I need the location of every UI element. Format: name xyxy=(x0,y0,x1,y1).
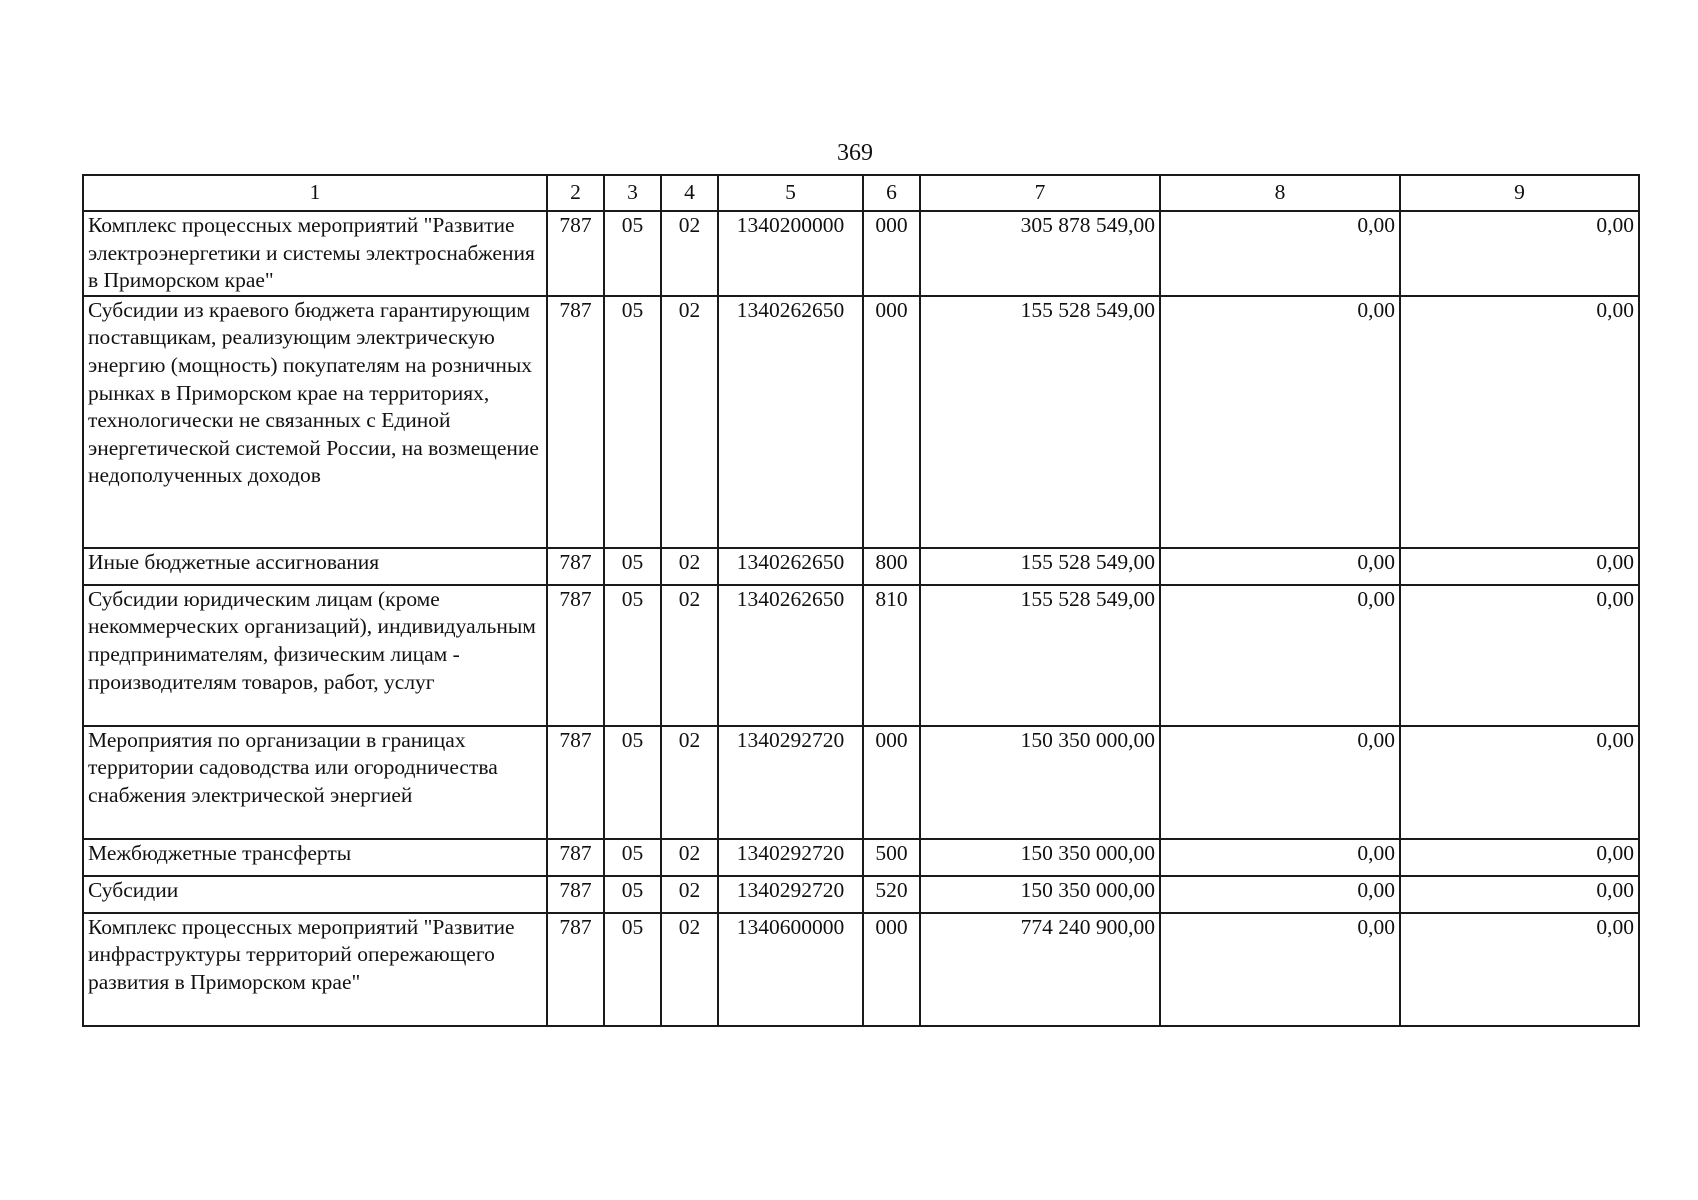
expense-type-code: 520 xyxy=(863,876,920,913)
amount-col7: 305 878 549,00 xyxy=(920,211,1160,296)
amount-col8: 0,00 xyxy=(1160,296,1400,548)
amount-col8: 0,00 xyxy=(1160,913,1400,1026)
column-header: 2 xyxy=(547,175,604,211)
expense-type-code: 800 xyxy=(863,548,920,585)
subsection-code: 02 xyxy=(661,296,718,548)
amount-col9: 0,00 xyxy=(1400,296,1639,548)
amount-col9: 0,00 xyxy=(1400,548,1639,585)
expense-type-code: 000 xyxy=(863,211,920,296)
amount-col7: 774 240 900,00 xyxy=(920,913,1160,1026)
table-row xyxy=(83,548,1639,585)
target-article-code: 1340262650 xyxy=(718,296,863,548)
row-name: Иные бюджетные ассигнования xyxy=(83,548,547,585)
subsection-code: 02 xyxy=(661,876,718,913)
amount-col9: 0,00 xyxy=(1400,585,1639,726)
section-code: 05 xyxy=(604,296,661,548)
table-row xyxy=(83,211,1639,296)
ministry-code: 787 xyxy=(547,548,604,585)
budget-table xyxy=(82,174,1640,1027)
column-header: 9 xyxy=(1400,175,1639,211)
row-name: Субсидии xyxy=(83,876,547,913)
row-name: Мероприятия по организации в границах территории садоводства или огородничества снабжения электрической энергией xyxy=(83,726,547,839)
amount-col8: 0,00 xyxy=(1160,726,1400,839)
amount-col7: 150 350 000,00 xyxy=(920,839,1160,876)
column-header: 4 xyxy=(661,175,718,211)
column-number-row xyxy=(83,175,1639,211)
target-article-code: 1340262650 xyxy=(718,585,863,726)
section-code: 05 xyxy=(604,585,661,726)
row-name: Субсидии из краевого бюджета гарантирующим поставщикам, реализующим электрическую энергию (мощность) покупателям на розничных рынках в Приморском крае на территориях, технологически не связанных с Единой энергетической системой России, на возмещение недополученных доходов xyxy=(83,296,547,548)
target-article-code: 1340200000 xyxy=(718,211,863,296)
subsection-code: 02 xyxy=(661,548,718,585)
target-article-code: 1340262650 xyxy=(718,548,863,585)
amount-col8: 0,00 xyxy=(1160,876,1400,913)
target-article-code: 1340292720 xyxy=(718,876,863,913)
table-row xyxy=(83,876,1639,913)
section-code: 05 xyxy=(604,913,661,1026)
amount-col9: 0,00 xyxy=(1400,211,1639,296)
column-header: 7 xyxy=(920,175,1160,211)
column-header: 5 xyxy=(718,175,863,211)
column-header: 3 xyxy=(604,175,661,211)
page-number: 369 xyxy=(837,140,873,166)
amount-col7: 150 350 000,00 xyxy=(920,726,1160,839)
subsection-code: 02 xyxy=(661,913,718,1026)
table-row xyxy=(83,296,1639,548)
ministry-code: 787 xyxy=(547,726,604,839)
subsection-code: 02 xyxy=(661,839,718,876)
ministry-code: 787 xyxy=(547,211,604,296)
section-code: 05 xyxy=(604,548,661,585)
amount-col8: 0,00 xyxy=(1160,585,1400,726)
amount-col8: 0,00 xyxy=(1160,548,1400,585)
section-code: 05 xyxy=(604,839,661,876)
table-row xyxy=(83,913,1639,1026)
amount-col8: 0,00 xyxy=(1160,839,1400,876)
section-code: 05 xyxy=(604,876,661,913)
ministry-code: 787 xyxy=(547,839,604,876)
subsection-code: 02 xyxy=(661,726,718,839)
amount-col9: 0,00 xyxy=(1400,726,1639,839)
expense-type-code: 000 xyxy=(863,296,920,548)
target-article-code: 1340292720 xyxy=(718,839,863,876)
row-name: Комплекс процессных мероприятий "Развитие электроэнергетики и системы электроснабжения в Приморском крае" xyxy=(83,211,547,296)
table-row xyxy=(83,585,1639,726)
amount-col7: 155 528 549,00 xyxy=(920,296,1160,548)
amount-col9: 0,00 xyxy=(1400,913,1639,1026)
table-row xyxy=(83,726,1639,839)
row-name: Межбюджетные трансферты xyxy=(83,839,547,876)
column-header: 6 xyxy=(863,175,920,211)
target-article-code: 1340292720 xyxy=(718,726,863,839)
expense-type-code: 810 xyxy=(863,585,920,726)
table-row xyxy=(83,839,1639,876)
amount-col7: 155 528 549,00 xyxy=(920,585,1160,726)
amount-col7: 155 528 549,00 xyxy=(920,548,1160,585)
column-header: 1 xyxy=(83,175,547,211)
column-header: 8 xyxy=(1160,175,1400,211)
subsection-code: 02 xyxy=(661,585,718,726)
expense-type-code: 000 xyxy=(863,726,920,839)
amount-col9: 0,00 xyxy=(1400,876,1639,913)
ministry-code: 787 xyxy=(547,585,604,726)
expense-type-code: 000 xyxy=(863,913,920,1026)
section-code: 05 xyxy=(604,211,661,296)
section-code: 05 xyxy=(604,726,661,839)
row-name: Субсидии юридическим лицам (кроме некоммерческих организаций), индивидуальным предпринимателям, физическим лицам - производителям товаров, работ, услуг xyxy=(83,585,547,726)
amount-col9: 0,00 xyxy=(1400,839,1639,876)
expense-type-code: 500 xyxy=(863,839,920,876)
subsection-code: 02 xyxy=(661,211,718,296)
target-article-code: 1340600000 xyxy=(718,913,863,1026)
amount-col8: 0,00 xyxy=(1160,211,1400,296)
ministry-code: 787 xyxy=(547,296,604,548)
ministry-code: 787 xyxy=(547,913,604,1026)
ministry-code: 787 xyxy=(547,876,604,913)
row-name: Комплекс процессных мероприятий "Развитие инфраструктуры территорий опережающего развития в Приморском крае" xyxy=(83,913,547,1026)
amount-col7: 150 350 000,00 xyxy=(920,876,1160,913)
